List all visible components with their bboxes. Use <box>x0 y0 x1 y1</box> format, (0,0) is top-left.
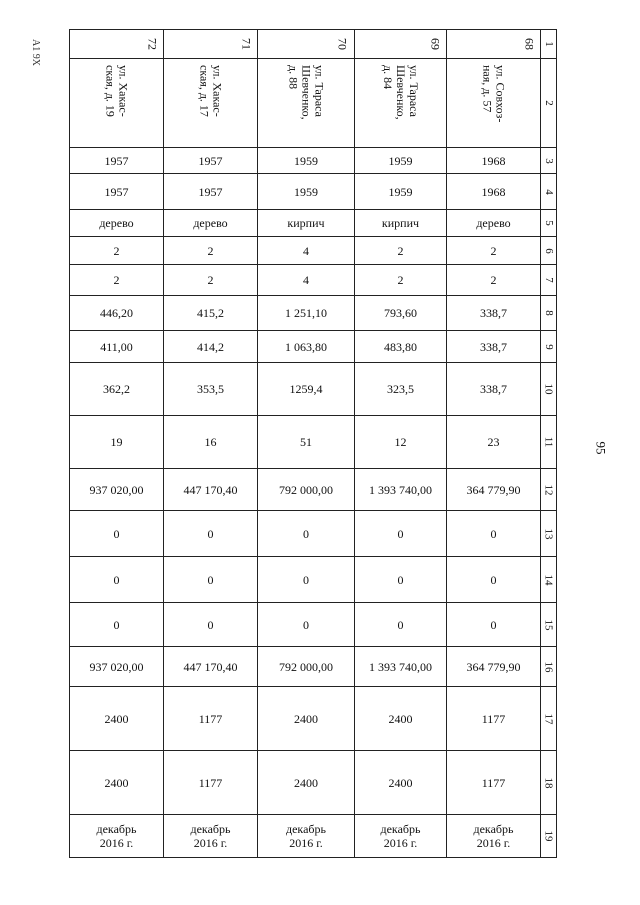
value-cell: кирпич <box>355 210 447 237</box>
column-number: 72 <box>145 38 160 50</box>
value-cell: 364 779,90 <box>447 469 541 511</box>
value-cell: 2400 <box>70 751 164 815</box>
value-cell: 0 <box>70 603 164 647</box>
value-cell: 2 <box>355 265 447 296</box>
row-number: 1 <box>542 41 555 47</box>
row-number: 8 <box>542 310 555 316</box>
table-row-column-numbers <box>70 30 557 59</box>
table-row <box>70 557 557 603</box>
column-number-cell <box>70 30 164 59</box>
table-row <box>70 174 557 210</box>
value-cell: 0 <box>355 603 447 647</box>
row-number: 6 <box>542 247 555 254</box>
value-cell: дерево <box>70 210 164 237</box>
table-row <box>70 416 557 469</box>
row-number-cell <box>541 751 557 815</box>
value-cell: 447 170,40 <box>164 647 258 687</box>
value-cell: 1 393 740,00 <box>355 469 447 511</box>
value-cell: 4 <box>258 265 355 296</box>
row-number-cell <box>541 210 557 237</box>
row-number: 15 <box>542 619 555 630</box>
value-cell: 0 <box>258 511 355 557</box>
value-cell: 2 <box>164 237 258 265</box>
table-row <box>70 647 557 687</box>
value-cell: 1959 <box>258 174 355 210</box>
table-row <box>70 751 557 815</box>
row-number-cell <box>541 174 557 210</box>
row-number: 7 <box>542 277 555 283</box>
value-cell: 1177 <box>447 751 541 815</box>
row-number: 13 <box>542 528 555 539</box>
table-row <box>70 603 557 647</box>
value-cell: 0 <box>447 557 541 603</box>
address-text: ул. Хакас- ская, д. 19 <box>103 65 131 117</box>
value-cell: 0 <box>355 511 447 557</box>
address-cell <box>355 59 447 148</box>
value-cell: 2400 <box>355 751 447 815</box>
value-cell: 415,2 <box>164 296 258 331</box>
value-cell: 364 779,90 <box>447 647 541 687</box>
value-cell: кирпич <box>258 210 355 237</box>
address-text: ул. Хакас- ская, д. 17 <box>197 65 225 117</box>
value-cell: 0 <box>164 603 258 647</box>
value-cell: 1259,4 <box>258 363 355 416</box>
table-row <box>70 148 557 174</box>
row-number-cell <box>541 237 557 265</box>
column-number-cell <box>355 30 447 59</box>
row-number-cell <box>541 363 557 416</box>
address-cell <box>447 59 541 148</box>
table-row <box>70 687 557 751</box>
row-number: 11 <box>542 436 555 448</box>
value-cell: 0 <box>258 603 355 647</box>
value-cell: 0 <box>447 603 541 647</box>
value-cell: 0 <box>70 511 164 557</box>
column-number: 69 <box>428 38 443 50</box>
value-cell: декабрь 2016 г. <box>355 815 447 858</box>
address-text: ул. Совхоз- ная, д. 57 <box>480 65 508 123</box>
column-number-cell <box>258 30 355 59</box>
row-number: 3 <box>542 157 555 164</box>
value-cell: 446,20 <box>70 296 164 331</box>
row-number-cell <box>541 265 557 296</box>
row-number-cell <box>541 59 557 148</box>
value-cell: 2400 <box>70 687 164 751</box>
value-cell: 1 063,80 <box>258 331 355 363</box>
row-number-cell <box>541 469 557 511</box>
column-number-cell <box>164 30 258 59</box>
table-row <box>70 296 557 331</box>
row-number: 18 <box>542 777 555 788</box>
row-number: 2 <box>542 100 555 106</box>
value-cell: 1957 <box>164 174 258 210</box>
value-cell: 2 <box>70 265 164 296</box>
value-cell: 0 <box>258 557 355 603</box>
address-text: ул. Тараса Шевченко, д. 88 <box>286 65 327 120</box>
value-cell: 2 <box>70 237 164 265</box>
value-cell: 2 <box>355 237 447 265</box>
column-number: 70 <box>335 38 350 50</box>
page-number: 95 <box>593 441 609 455</box>
table-row <box>70 210 557 237</box>
row-number: 10 <box>542 383 555 395</box>
value-cell: 2400 <box>355 687 447 751</box>
row-number: 4 <box>542 188 555 195</box>
row-number: 16 <box>542 661 555 672</box>
value-cell: 1177 <box>164 751 258 815</box>
value-cell: 12 <box>355 416 447 469</box>
value-cell: дерево <box>164 210 258 237</box>
value-cell: декабрь 2016 г. <box>258 815 355 858</box>
address-text: ул. Тараса Шевченко, д. 84 <box>381 65 421 120</box>
value-cell: 1968 <box>447 148 541 174</box>
value-cell: 2 <box>164 265 258 296</box>
row-number: 5 <box>542 220 555 226</box>
row-number-cell <box>541 815 557 858</box>
value-cell: 0 <box>70 557 164 603</box>
table-row <box>70 265 557 296</box>
row-number: 9 <box>542 343 555 350</box>
value-cell: 414,2 <box>164 331 258 363</box>
row-number-cell <box>541 331 557 363</box>
address-cell <box>70 59 164 148</box>
value-cell: 937 020,00 <box>70 469 164 511</box>
value-cell: 16 <box>164 416 258 469</box>
value-cell: 2400 <box>258 751 355 815</box>
value-cell: 792 000,00 <box>258 647 355 687</box>
value-cell: 1957 <box>164 148 258 174</box>
row-number-cell <box>541 148 557 174</box>
table-row-addresses <box>70 59 557 148</box>
table-row <box>70 237 557 265</box>
value-cell: дерево <box>447 210 541 237</box>
value-cell: 353,5 <box>164 363 258 416</box>
row-number: 17 <box>542 713 555 724</box>
value-cell: 0 <box>355 557 447 603</box>
value-cell: 0 <box>164 511 258 557</box>
row-number: 14 <box>542 574 555 585</box>
value-cell: 2 <box>447 265 541 296</box>
value-cell: 1957 <box>70 174 164 210</box>
column-number: 71 <box>239 38 254 50</box>
table-row <box>70 511 557 557</box>
value-cell: 792 000,00 <box>258 469 355 511</box>
row-number-cell <box>541 511 557 557</box>
table-row <box>70 363 557 416</box>
value-cell: декабрь 2016 г. <box>447 815 541 858</box>
address-cell <box>164 59 258 148</box>
value-cell: 1 393 740,00 <box>355 647 447 687</box>
value-cell: 2 <box>447 237 541 265</box>
value-cell: 1959 <box>258 148 355 174</box>
row-number-cell <box>541 687 557 751</box>
row-number: 12 <box>542 484 555 495</box>
value-cell: декабрь 2016 г. <box>164 815 258 858</box>
value-cell: 1 251,10 <box>258 296 355 331</box>
row-number-cell <box>541 557 557 603</box>
value-cell: 793,60 <box>355 296 447 331</box>
value-cell: 362,2 <box>70 363 164 416</box>
value-cell: 51 <box>258 416 355 469</box>
row-number: 19 <box>542 830 555 842</box>
value-cell: 411,00 <box>70 331 164 363</box>
value-cell: 1957 <box>70 148 164 174</box>
value-cell: 338,7 <box>447 363 541 416</box>
value-cell: 338,7 <box>447 331 541 363</box>
table-row <box>70 331 557 363</box>
value-cell: 937 020,00 <box>70 647 164 687</box>
value-cell: 483,80 <box>355 331 447 363</box>
column-number: 68 <box>522 38 537 50</box>
data-table <box>69 29 557 858</box>
table-row <box>70 815 557 858</box>
value-cell: 338,7 <box>447 296 541 331</box>
value-cell: 1959 <box>355 174 447 210</box>
corner-mark: А1 9Х <box>29 39 41 66</box>
row-number-cell <box>541 603 557 647</box>
address-cell <box>258 59 355 148</box>
value-cell: 447 170,40 <box>164 469 258 511</box>
column-number-cell <box>447 30 541 59</box>
value-cell: 323,5 <box>355 363 447 416</box>
value-cell: 0 <box>164 557 258 603</box>
value-cell: 1959 <box>355 148 447 174</box>
value-cell: 23 <box>447 416 541 469</box>
row-number-cell <box>541 30 557 59</box>
value-cell: 1177 <box>447 687 541 751</box>
table-row <box>70 469 557 511</box>
value-cell: 0 <box>447 511 541 557</box>
row-number-cell <box>541 416 557 469</box>
value-cell: 1968 <box>447 174 541 210</box>
value-cell: 4 <box>258 237 355 265</box>
value-cell: 1177 <box>164 687 258 751</box>
value-cell: 19 <box>70 416 164 469</box>
row-number-cell <box>541 296 557 331</box>
row-number-cell <box>541 647 557 687</box>
value-cell: 2400 <box>258 687 355 751</box>
value-cell: декабрь 2016 г. <box>70 815 164 858</box>
